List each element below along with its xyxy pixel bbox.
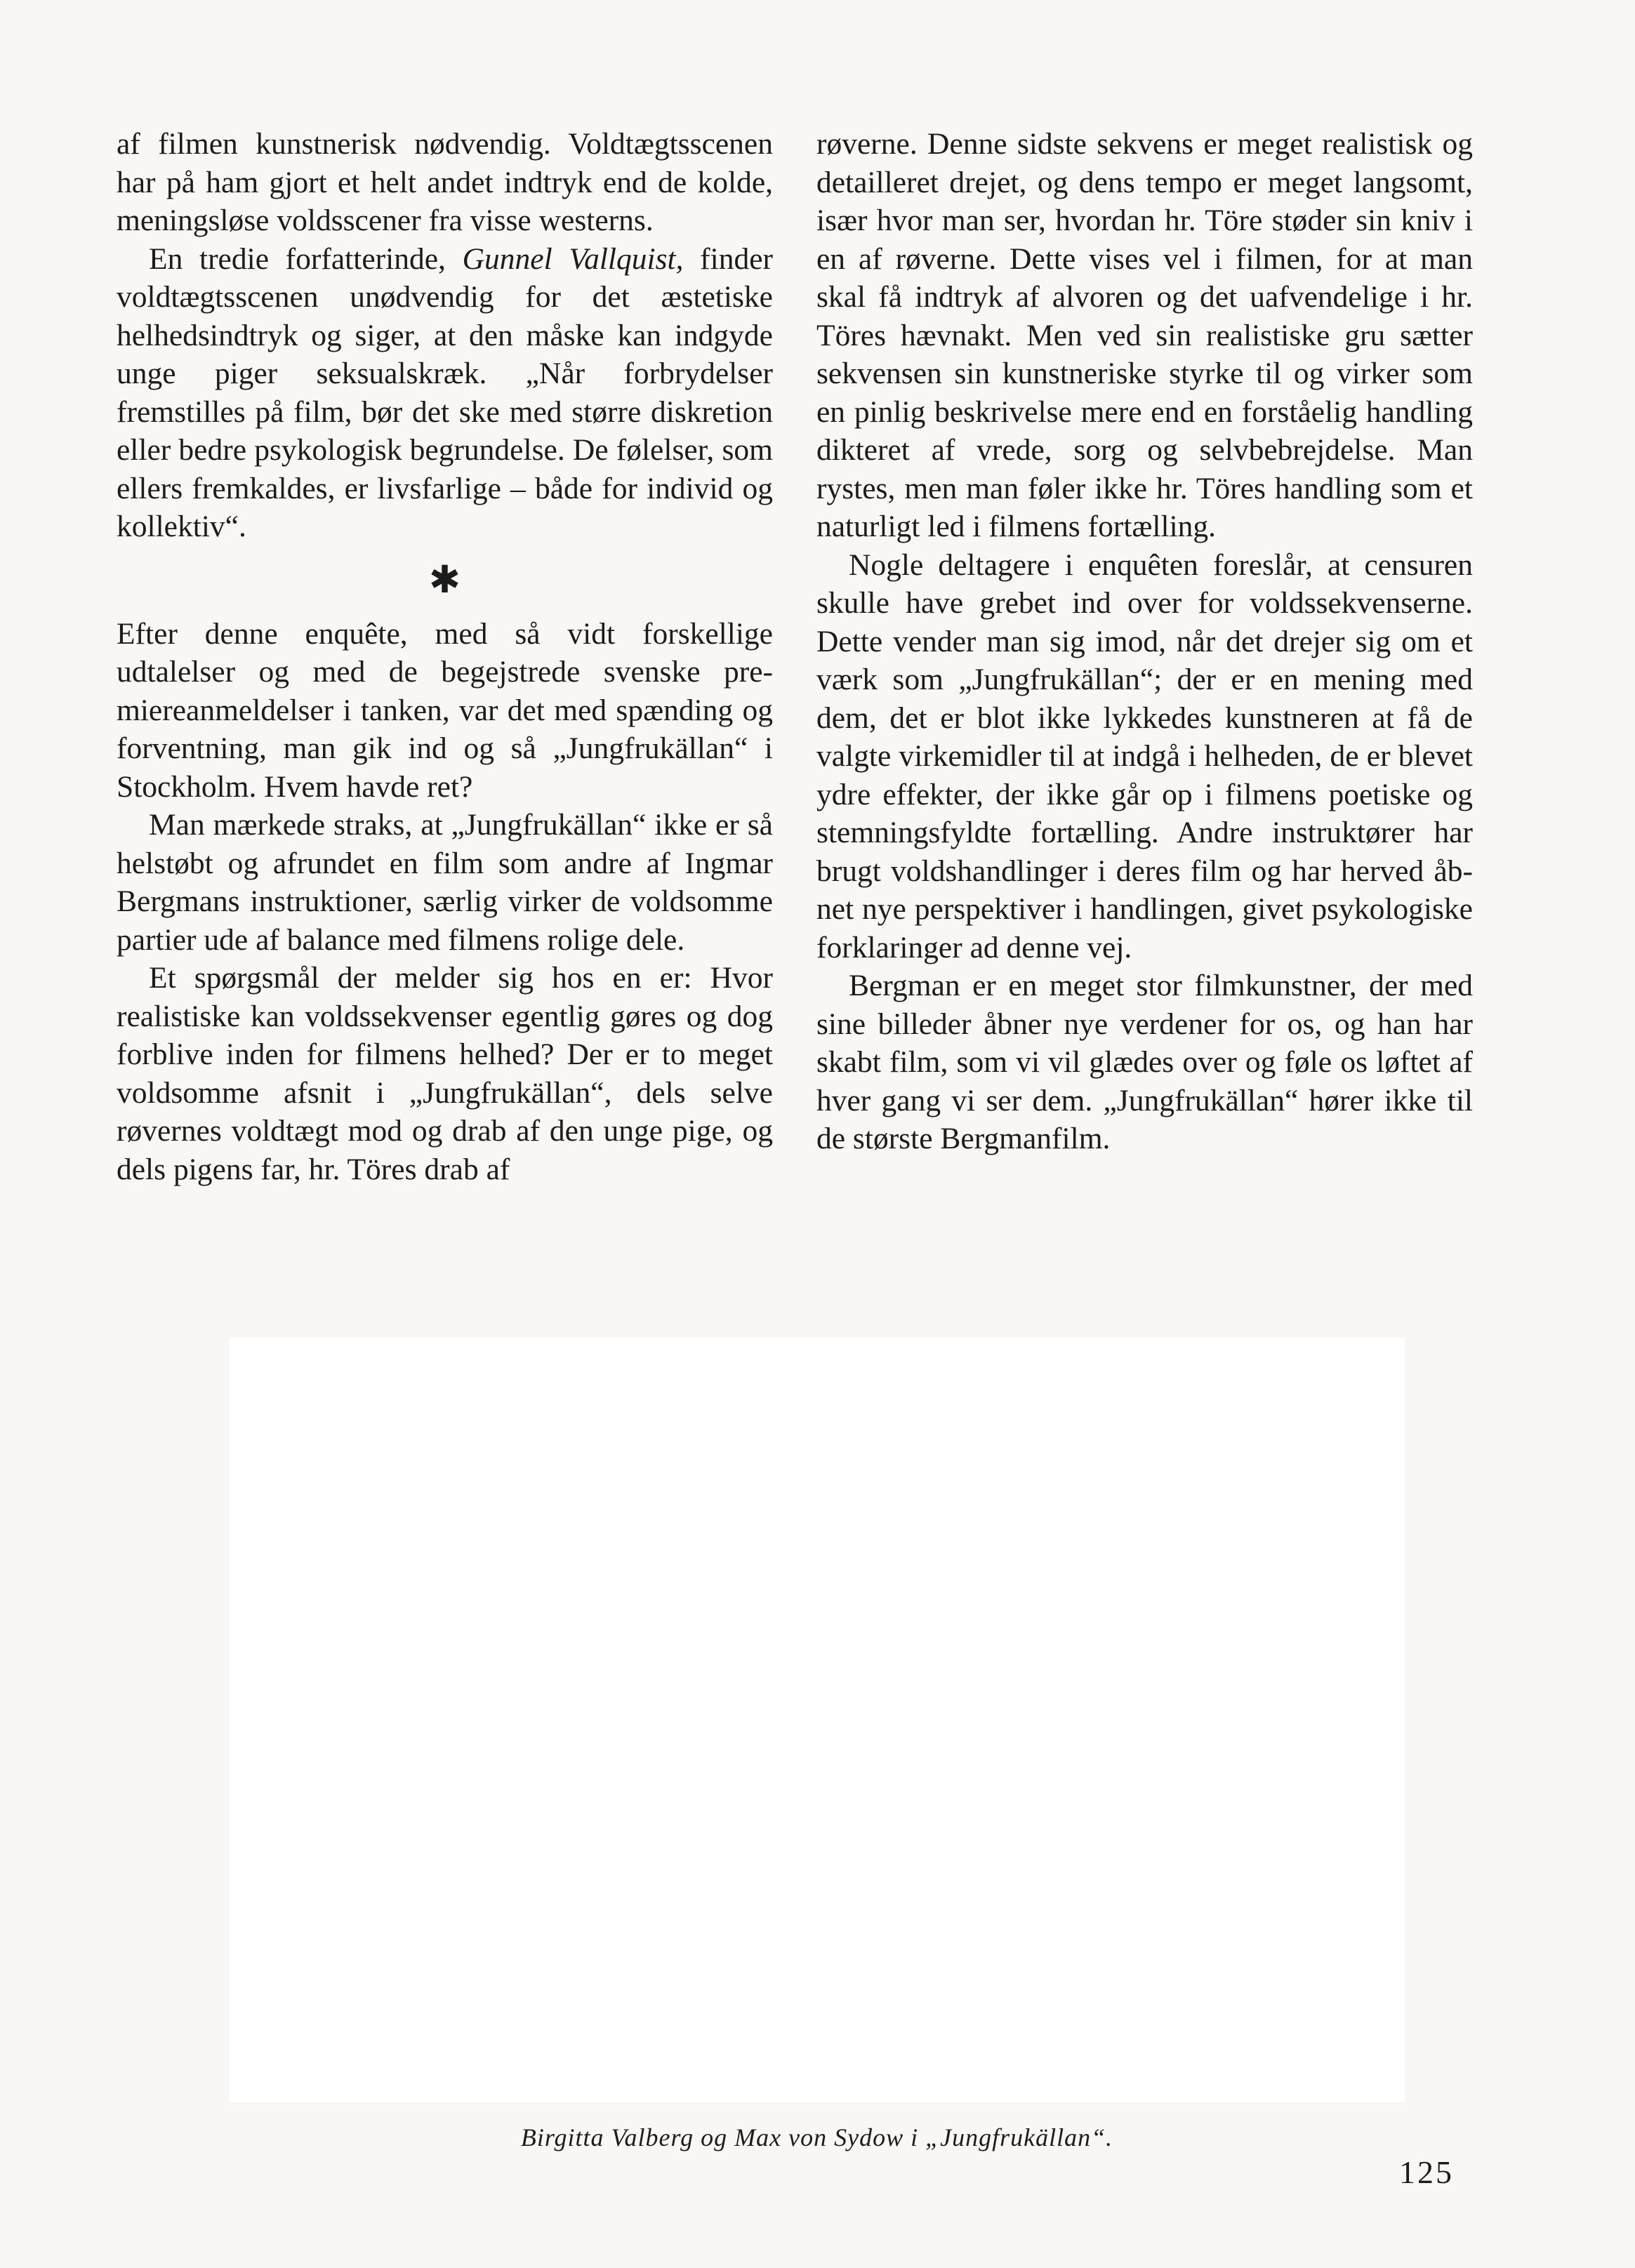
paragraph: Man mærkede straks, at „Jungfrukällan“ ikke er så helstøbt og afrundet en film som andre af Ingmar Bergmans instruktioner, særlig virker de voldsomme partier ude af balance med filmens rolige dele. [117,808,773,957]
paragraph: Efter denne enquête, med så vidt forskellige udtalelser og med de begejstrede svenske premiereanmeldelser i tanken, var det med spænding og forventning, man gik ind og så „Jungfrukällan“ i Stockholm. Hvem havde ret? [117,616,773,804]
photo-placeholder [229,1337,1405,2102]
paragraph: Et spørgsmål der melder sig hos en er: Hvor realistiske kan voldssekvenser egentlig gøres og dog forblive inden for filmens helhed? Der er to meget voldsomme afsnit i „Jungfrukällan“, dels selve røvernes voldtægt mod og drab af den unge pige, og dels pigens far, hr. Töres drab af [117,961,773,1186]
author-name: Gunnel Vallquist, [462,241,684,276]
paragraph-text: En tredie forfatterinde, [149,241,463,276]
paragraph: røverne. Denne sidste sekvens er meget realistisk og detailleret drejet, og dens tempo er meget langsomt, især hvor man ser, hvordan hr. Töre støder sin kniv i en af røverne. Dette vises vel i filmen, for at man skal få indtryk af alvoren og det uafvendelige i hr. Töres hævnakt. Men ved sin realistiske gru sætter sekvensen sin kunstneriske styrke til og virker som en pinlig beskrivelse mere end en forståelig handling dikteret af vrede, sorg og selvbebrejdelse. Man rystes, men man føler ikke hr. Töres handling som et naturligt led i filmens fortælling. [816,127,1473,543]
paragraph [117,240,773,546]
paragraph: Bergman er en meget stor filmkunstner, der med sine billeder åbner nye verdener for os, og han har skabt film, som vi vil glædes over og føle os løftet af hver gang vi ser dem. „Jungfrukällan“ hører ikke til de største Bergmanfilm. [816,969,1473,1155]
section-separator-asterisk: ✱ [428,558,461,601]
page-number: 125 [1399,2154,1454,2190]
left-column [117,125,773,1188]
right-column [816,125,1473,1158]
photo-caption: Birgitta Valberg og Max von Sydow i „Jungfrukällan“. [520,2123,1113,2151]
paragraph: Nogle deltagere i enquêten foreslår, at censuren skulle have grebet ind over for voldssekvenserne. Dette vender man sig imod, når det drejer sig om et værk som „Jungfrukällan“; der er en mening med dem, det er blot ikke lykkedes kunstneren at få de valgte virkemidler til at indgå i helheden, de er blevet ydre effekter, der ikke går op i filmens poetiske og stemningsfyldte fortælling. Andre instruktører har brugt voldshandlinger i deres film og har herved åbnet nye perspektiver i handlingen, givet psykologiske forklaringer ad denne vej. [816,548,1473,964]
paragraph: af filmen kunstnerisk nødvendig. Voldtægtsscenen har på ham gjort et helt andet indtryk end de kolde, meningsløse voldsscener fra visse westerns. [117,127,773,237]
paragraph-text: finder voldtægtsscenen unødvendig for det æstetiske helhedsindtryk og siger, at den måske kan indgyde unge piger seksualskræk. „Når forbrydelser fremstilles på film, bør det ske med større diskretion eller bedre psykologisk begrundelse. De følelser, som ellers fremkaldes, er livsfarlige – både for individ og kollektiv“. [117,241,773,543]
